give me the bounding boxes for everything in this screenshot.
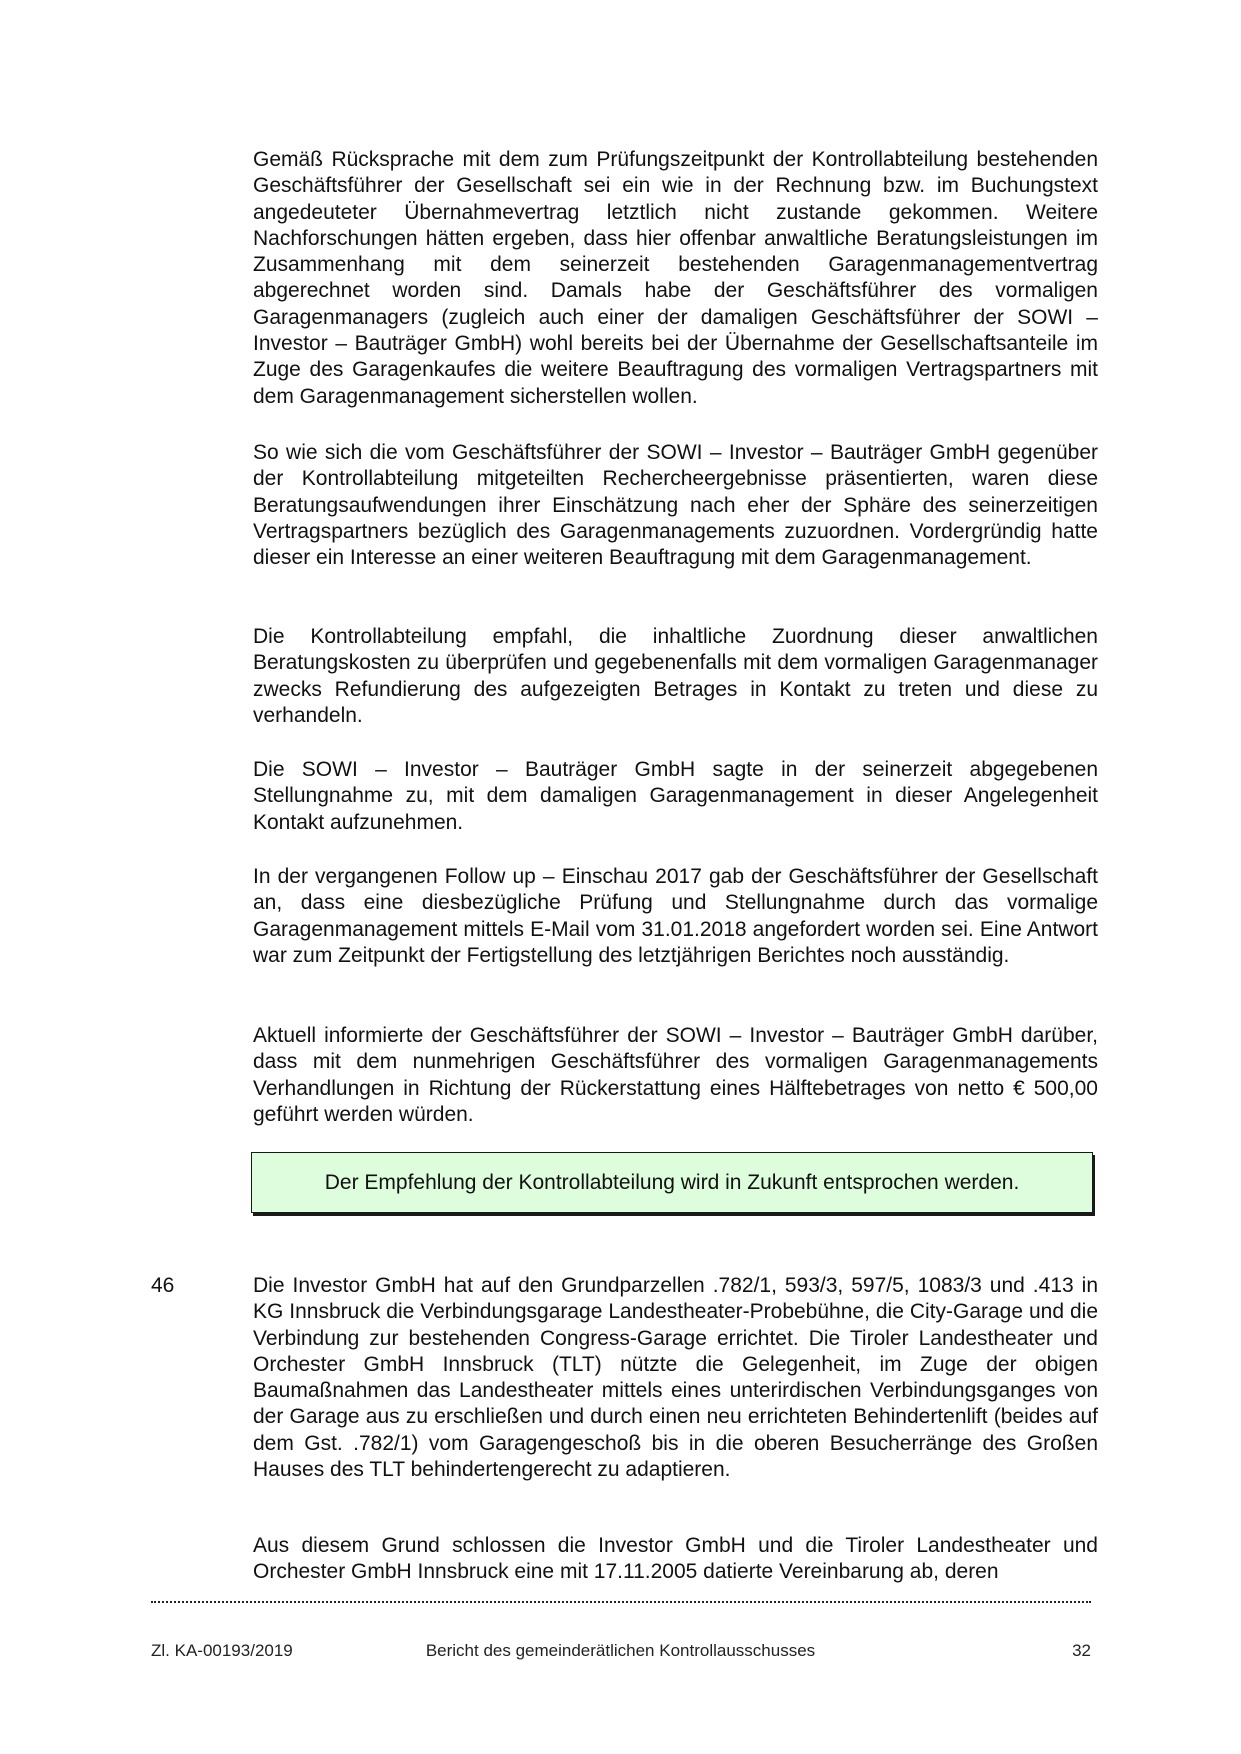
footer-report-title: Bericht des gemeinderätlichen Kontrollausschusses bbox=[425, 1641, 816, 1660]
footer-page-number: 32 bbox=[1072, 1641, 1091, 1660]
paragraph-investor-gmbh: Die Investor GmbH hat auf den Grundparzellen .782/1, 593/3, 597/5, 1083/3 und .413 in KG Innsbruck die Verbindungsgarage Landestheater-Probebühne, die City-Garage und die Verbindung zur bestehenden Congress-Garage errichtet. Die Tiroler Landestheater und Orchester GmbH Innsbruck (TLT) nützte die Gelegenheit, im Zuge der obigen Baumaßnahmen das Landestheater mittels eines unterirdischen Verbindungsganges von der Garage aus zu erschließen und durch einen neu errichteten Behindertenlift (beides auf dem Gst. .782/1) vom Garagengeschoß bis in die oberen Besucherränge des Großen Hauses des TLT behindertengerecht zu adaptieren. bbox=[253, 1274, 1098, 1482]
paragraph-statement: Die SOWI – Investor – Bauträger GmbH sagte in der seinerzeit abgegebenen Stellungnahme zu, mit dem damaligen Garagenmanagement in dieser Angelegenheit Kontakt aufzunehmen. bbox=[253, 758, 1098, 834]
paragraph-consultation-result: Gemäß Rücksprache mit dem zum Prüfungszeitpunkt der Kontrollabteilung bestehenden Geschäftsführer der Gesellschaft sei ein wie in der Rechnung bzw. im Buchungstext angedeuteter Übernahmevertrag letztlich nicht zustande gekommen. Weitere Nachforschungen hätten ergeben, dass hier offenbar anwaltliche Beratungsleistungen im Zusammenhang mit dem seinerzeit bestehenden Garagenmanagementvertrag abgerechnet worden sind. Damals habe der Geschäftsführer des vormaligen Garagenmanagers (zugleich auch einer der damaligen Geschäftsführer der SOWI – Investor – Bauträger GmbH) wohl bereits bei der Übernahme der Gesellschaftsanteile im Zuge des Garagenkaufes die weitere Beauftragung des vormaligen Vertragspartners mit dem Garagenmanagement sicherstellen wollen. bbox=[253, 148, 1098, 408]
paragraph-agreement: Aus diesem Grund schlossen die Investor GmbH und die Tiroler Landestheater und Orchester GmbH Innsbruck eine mit 17.11.2005 datierte Vereinbarung ab, deren bbox=[253, 1534, 1098, 1584]
compliance-note-text: Der Empfehlung der Kontrollabteilung wird in Zukunft entsprochen werden. bbox=[324, 1170, 1020, 1194]
paragraph-recommendation: Die Kontrollabteilung empfahl, die inhaltliche Zuordnung dieser anwaltlichen Beratungskosten zu überprüfen und gegebenenfalls mit dem vormaligen Garagenmanager zwecks Refundierung des aufgezeigten Betrages in Kontakt zu treten und diese zu verhandeln. bbox=[253, 625, 1098, 727]
paragraph-current-status: Aktuell informierte der Geschäftsführer der SOWI – Investor – Bauträger GmbH darüber, dass mit dem nunmehrigen Geschäftsführer des vormaligen Garagenmanagements Verhandlungen in Richtung der Rückerstattung eines Hälftebetrages von netto € 500,00 geführt werden würden. bbox=[253, 1024, 1098, 1126]
footer-dotted-rule bbox=[151, 1601, 1091, 1603]
paragraph-research-findings: So wie sich die vom Geschäftsführer der SOWI – Investor – Bauträger GmbH gegenüber der Kontrollabteilung mitgeteilten Rechercheergebnisse präsentierten, waren diese Beratungsaufwendungen ihrer Einschätzung nach eher der Sphäre des seinerzeitigen Vertragspartners bezüglich des Garagenmanagements zuzuordnen. Vordergründig hatte dieser ein Interesse an einer weiteren Beauftragung mit dem Garagenmanagement. bbox=[253, 441, 1098, 570]
footer-reference-number: Zl. KA-00193/2019 bbox=[151, 1641, 293, 1660]
paragraph-follow-up-2017: In der vergangenen Follow up – Einschau 2017 gab der Geschäftsführer der Gesellschaft an, dass eine diesbezügliche Prüfung und Stellungnahme durch das vormalige Garagenmanagement mittels E-Mail vom 31.01.2018 angefordert worden sei. Eine Antwort war zum Zeitpunkt der Fertigstellung des letztjährigen Berichtes noch ausständig. bbox=[253, 865, 1098, 967]
section-number: 46 bbox=[151, 1274, 175, 1297]
compliance-note-box bbox=[251, 1152, 1093, 1213]
